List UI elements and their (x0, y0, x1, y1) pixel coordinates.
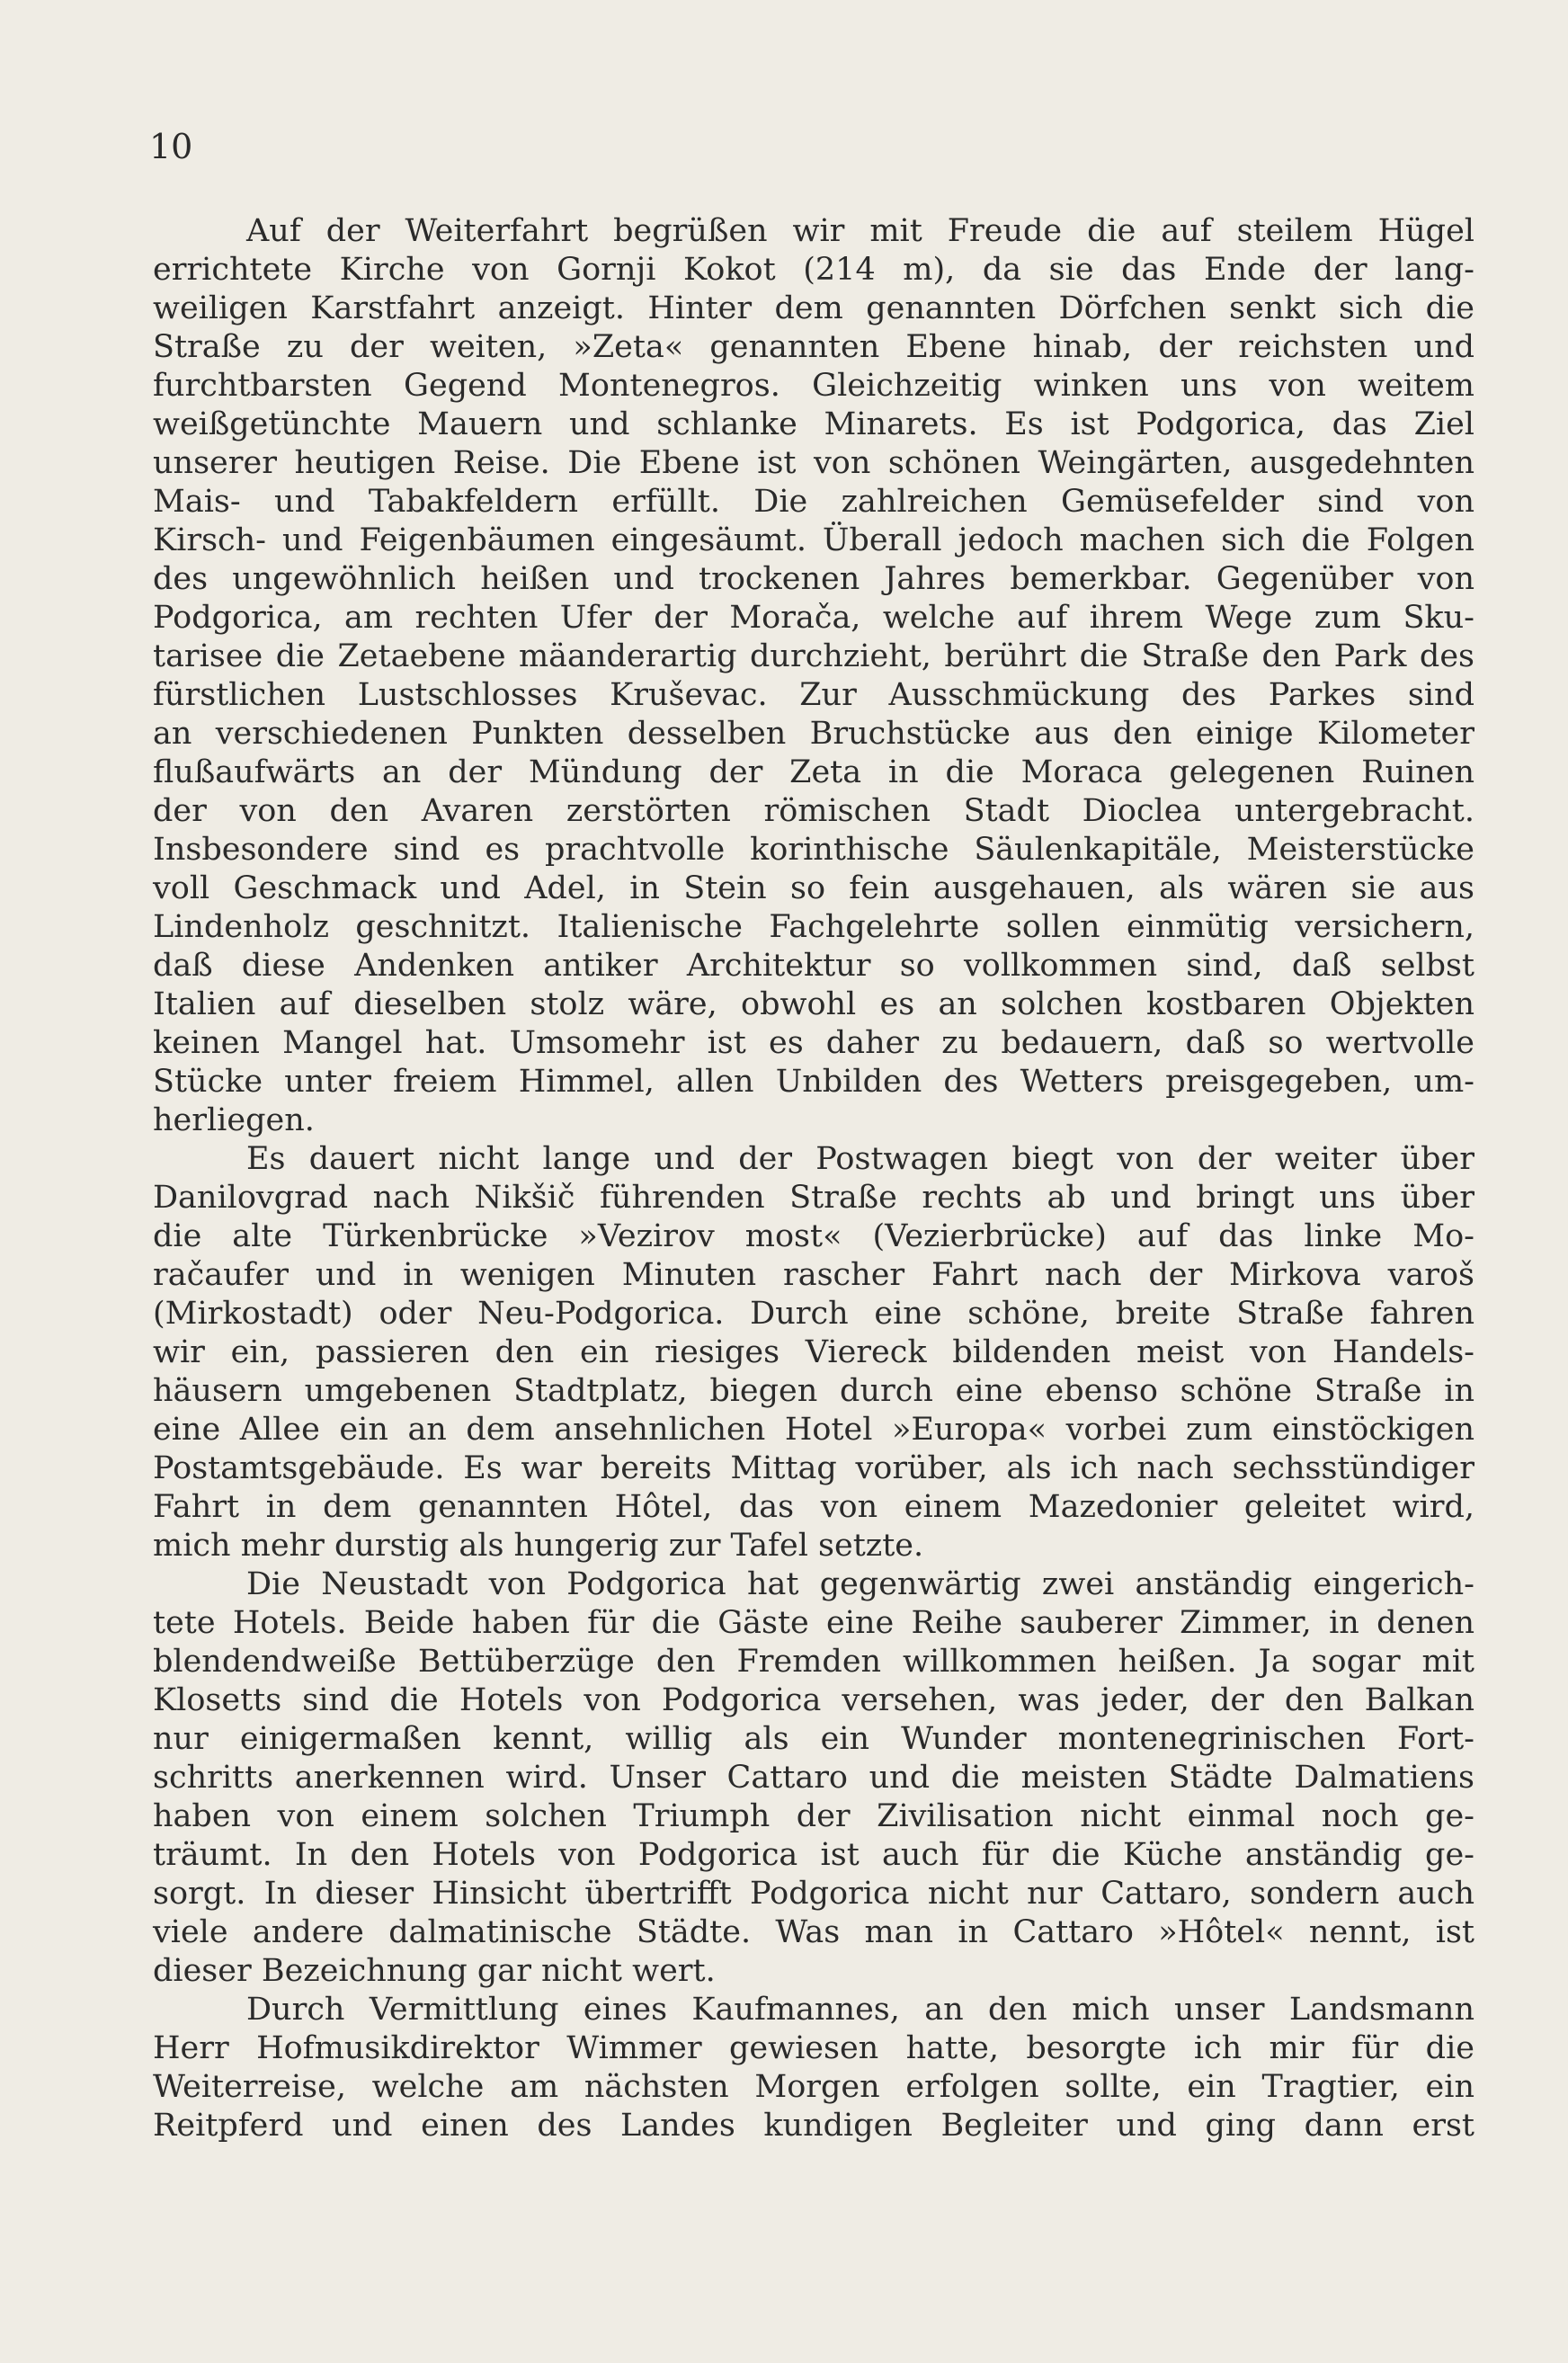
text-line: Kirsch- und Feigenbäumen eingesäumt. Überall jedoch machen sich die Folgen (153, 522, 1474, 558)
paragraph (153, 1140, 1474, 1565)
text-line: voll Geschmack und Adel, in Stein so fein ausgehauen, als wären sie aus (153, 870, 1474, 906)
text-line: furchtbarsten Gegend Montenegros. Gleichzeitig winken uns von weitem (153, 368, 1474, 404)
text-line: Reitpferd und einen des Landes kundigen Begleiter und ging dann erst (153, 2108, 1474, 2144)
text-line: haben von einem solchen Triumph der Zivilisation nicht einmal noch ge- (153, 1798, 1474, 1834)
text-line: Fahrt in dem genannten Hôtel, das von einem Mazedonier geleitet wird, (153, 1489, 1474, 1525)
text-line: schritts anerkennen wird. Unser Cattaro und die meisten Städte Dalmatiens (153, 1760, 1474, 1796)
text-line: flußaufwärts an der Mündung der Zeta in die Moraca gelegenen Ruinen (153, 754, 1474, 790)
text-line: Italien auf dieselben stolz wäre, obwohl es an solchen kostbaren Objekten (153, 986, 1474, 1022)
body-text (153, 212, 1474, 2145)
text-line: wir ein, passieren den ein riesiges Viereck bildenden meist von Handels- (153, 1334, 1474, 1370)
text-line: nur einigermaßen kennt, willig als ein Wunder montenegrinischen Fort- (153, 1721, 1474, 1757)
text-line: der von den Avaren zerstörten römischen Stadt Dioclea untergebracht. (153, 793, 1474, 829)
text-line: Postamtsgebäude. Es war bereits Mittag vorüber, als ich nach sechsstündiger (153, 1450, 1474, 1486)
text-line: an verschiedenen Punkten desselben Bruchstücke aus den einige Kilometer (153, 716, 1474, 752)
paragraph (153, 212, 1474, 1140)
text-line: sorgt. In dieser Hinsicht übertrifft Podgorica nicht nur Cattaro, sondern auch (153, 1876, 1474, 1912)
text-line: unserer heutigen Reise. Die Ebene ist von schönen Weingärten, ausgedehnten (153, 445, 1474, 481)
text-line: die alte Türkenbrücke »Vezirov most« (Vezierbrücke) auf das linke Mo- (153, 1218, 1474, 1254)
text-line: (Mirkostadt) oder Neu-Podgorica. Durch eine schöne, breite Straße fahren (153, 1296, 1474, 1332)
text-line: eine Allee ein an dem ansehnlichen Hotel »Europa« vorbei zum einstöckigen (153, 1412, 1474, 1448)
text-line: fürstlichen Lustschlosses Kruševac. Zur Ausschmückung des Parkes sind (153, 677, 1474, 713)
text-line: errichtete Kirche von Gornji Kokot (214 m), da sie das Ende der lang- (153, 252, 1474, 288)
text-line: Auf der Weiterfahrt begrüßen wir mit Freude die auf steilem Hügel (246, 213, 1474, 249)
text-line: tete Hotels. Beide haben für die Gäste eine Reihe sauberer Zimmer, in denen (153, 1605, 1474, 1641)
text-line: dieser Bezeichnung gar nicht wert. (153, 1953, 716, 1989)
text-line: Es dauert nicht lange und der Postwagen biegt von der weiter über (246, 1141, 1474, 1177)
text-line: herliegen. (153, 1102, 315, 1138)
text-line: Klosetts sind die Hotels von Podgorica versehen, was jeder, der den Balkan (153, 1682, 1474, 1718)
text-line: des ungewöhnlich heißen und trockenen Jahres bemerkbar. Gegenüber von (153, 561, 1474, 597)
text-line: Mais- und Tabakfeldern erfüllt. Die zahlreichen Gemüsefelder sind von (153, 484, 1474, 520)
text-line: Herr Hofmusikdirektor Wimmer gewiesen hatte, besorgte ich mir für die (153, 2030, 1474, 2066)
text-line: Podgorica, am rechten Ufer der Morača, welche auf ihrem Wege zum Sku- (153, 600, 1474, 636)
text-line: Weiterreise, welche am nächsten Morgen erfolgen sollte, ein Tragtier, ein (153, 2069, 1474, 2105)
text-line: keinen Mangel hat. Umsomehr ist es daher zu bedauern, daß so wertvolle (153, 1025, 1474, 1061)
text-line: weiligen Karstfahrt anzeigt. Hinter dem genannten Dörfchen senkt sich die (153, 290, 1474, 326)
text-line: Straße zu der weiten, »Zeta« genannten Ebene hinab, der reichsten und (153, 329, 1474, 365)
text-line: träumt. In den Hotels von Podgorica ist auch für die Küche anständig ge- (153, 1837, 1474, 1873)
page-number: 10 (149, 127, 193, 166)
text-line: mich mehr durstig als hungerig zur Tafel setzte. (153, 1528, 924, 1564)
text-line: Danilovgrad nach Nikšič führenden Straße rechts ab und bringt uns über (153, 1180, 1474, 1216)
paragraph (153, 1565, 1474, 1991)
text-line: Insbesondere sind es prachtvolle korinthische Säulenkapitäle, Meisterstücke (153, 832, 1474, 868)
text-line: viele andere dalmatinische Städte. Was man in Cattaro »Hôtel« nennt, ist (153, 1914, 1474, 1950)
text-line: häusern umgebenen Stadtplatz, biegen durch eine ebenso schöne Straße in (153, 1373, 1474, 1409)
text-line: Durch Vermittlung eines Kaufmannes, an den mich unser Landsmann (246, 1992, 1474, 2028)
text-line: daß diese Andenken antiker Architektur so vollkommen sind, daß selbst (153, 948, 1474, 984)
text-line: blendendweiße Bettüberzüge den Fremden willkommen heißen. Ja sogar mit (153, 1644, 1474, 1680)
text-line: račaufer und in wenigen Minuten rascher Fahrt nach der Mirkova varoš (153, 1257, 1474, 1293)
text-line: tarisee die Zetaebene mäanderartig durchzieht, berührt die Straße den Park des (153, 638, 1474, 674)
paragraph (153, 1991, 1474, 2145)
text-line: Lindenholz geschnitzt. Italienische Fachgelehrte sollen einmütig versichern, (153, 909, 1474, 945)
text-line: weißgetünchte Mauern und schlanke Minarets. Es ist Podgorica, das Ziel (153, 406, 1474, 442)
text-line: Die Neustadt von Podgorica hat gegenwärtig zwei anständig eingerich- (246, 1566, 1474, 1602)
text-line: Stücke unter freiem Himmel, allen Unbilden des Wetters preisgegeben, um- (153, 1064, 1474, 1100)
